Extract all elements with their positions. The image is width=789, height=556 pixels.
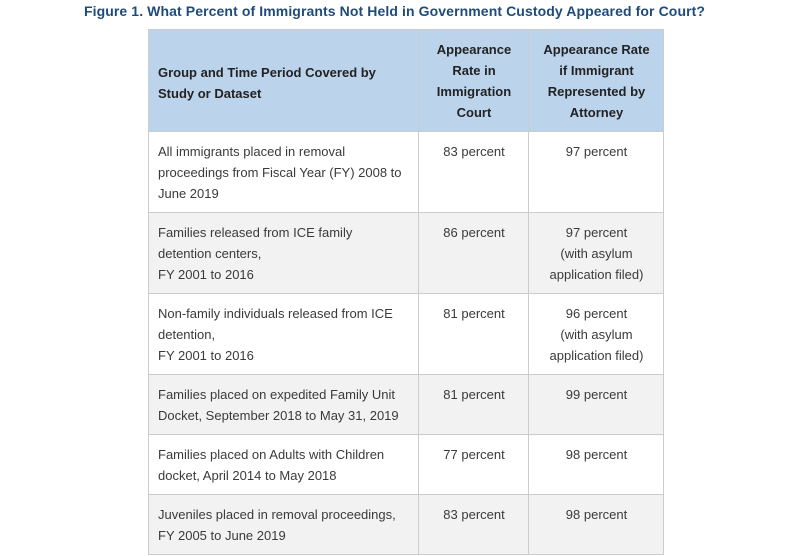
table-row [149,213,664,294]
header-line: Court [456,105,492,120]
represented-rate-cell [529,375,664,435]
table-row [149,435,664,495]
appearance-rate-cell: 81 percent [419,294,529,375]
header-line: Appearance [436,42,512,57]
represented-rate-cell [529,435,664,495]
header-line: Attorney [569,105,624,120]
header-represented-rate [529,30,664,132]
appearance-rate-table [148,29,664,555]
group-cell [149,132,419,213]
cell-line: proceedings from Fiscal Year (FY) 2008 to [158,165,402,180]
cell-line: application filed) [549,267,644,282]
represented-rate-cell [529,132,664,213]
appearance-rate-cell: 81 percent [419,375,529,435]
cell-line: FY 2001 to 2016 [158,267,254,282]
group-cell [149,375,419,435]
header-group-period [149,30,419,132]
cell-line: Families released from ICE family [158,225,353,240]
appearance-rate-cell: 83 percent [419,495,529,555]
header-line: Represented by [547,84,646,99]
cell-line: 99 percent [565,387,628,402]
cell-line: FY 2005 to June 2019 [158,528,286,543]
header-line: Immigration [436,84,512,99]
header-line: Rate in [452,63,496,78]
header-line: Appearance Rate [543,42,650,57]
group-cell [149,435,419,495]
represented-rate-cell [529,495,664,555]
appearance-rate-cell: 86 percent [419,213,529,294]
cell-line: (with asylum [560,327,633,342]
group-cell [149,294,419,375]
cell-line: (with asylum [560,246,633,261]
cell-line: detention centers, [158,246,262,261]
cell-line: 97 percent [565,144,628,159]
header-appearance-rate [419,30,529,132]
represented-rate-cell [529,213,664,294]
cell-line: Families placed on expedited Family Unit [158,387,395,402]
group-cell [149,495,419,555]
cell-line: Families placed on Adults with Children [158,447,385,462]
cell-line: June 2019 [158,186,219,201]
cell-line: detention, [158,327,216,342]
header-line: Study or Dataset [158,85,262,101]
cell-line: 98 percent [565,507,628,522]
appearance-rate-cell: 83 percent [419,132,529,213]
table-row [149,294,664,375]
cell-line: 96 percent [565,306,628,321]
cell-line: Docket, September 2018 to May 31, 2019 [158,408,399,423]
cell-line: application filed) [549,348,644,363]
appearance-rate-cell: 77 percent [419,435,529,495]
table-header-row [149,30,664,132]
figure-title: Figure 1. What Percent of Immigrants Not Held in Government Custody Appeared for Court? [83,3,706,19]
group-cell [149,213,419,294]
cell-line: FY 2001 to 2016 [158,348,254,363]
table-row [149,132,664,213]
cell-line: Non-family individuals released from ICE [158,306,393,321]
table-row [149,375,664,435]
cell-line: 98 percent [565,447,628,462]
cell-line: 97 percent [565,225,628,240]
header-line: if Immigrant [559,63,634,78]
table-row [149,495,664,555]
cell-line: Juveniles placed in removal proceedings, [158,507,396,522]
cell-line: All immigrants placed in removal [158,144,346,159]
header-line: Group and Time Period Covered by [158,64,376,80]
represented-rate-cell [529,294,664,375]
cell-line: docket, April 2014 to May 2018 [158,468,337,483]
